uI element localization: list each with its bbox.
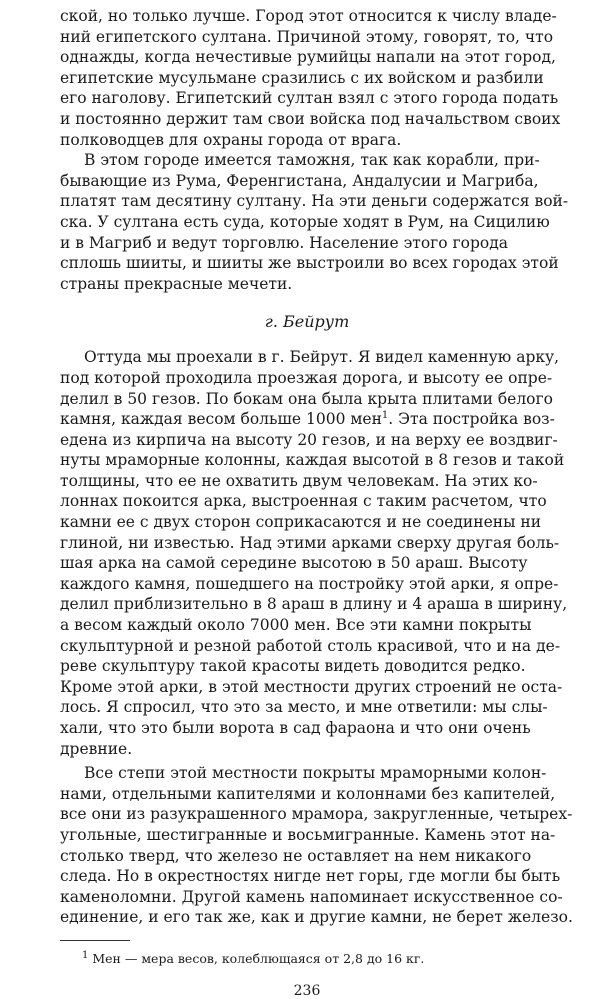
section-heading: г. Бейрут bbox=[264, 312, 350, 332]
text-line: а весом каждый около 7000 мен. Все эти камни покрыты bbox=[60, 616, 532, 635]
text-line: толщины, что ее не охватить двум человекам. На этих ко- bbox=[60, 471, 538, 490]
paragraph bbox=[60, 150, 569, 294]
page-number: 236 bbox=[293, 982, 321, 999]
text-line: В этом городе имеется таможня, так как корабли, при- bbox=[84, 151, 540, 170]
text-line: лоннах покоится арка, выстроенная с таким расчетом, что bbox=[60, 492, 547, 511]
text-line: столько тверд, что железо не оставляет на нем никакого bbox=[60, 846, 532, 865]
text-fragment: камня, каждая весом больше 1000 мен bbox=[60, 410, 382, 429]
text-line: каменоломни. Другой камень напоминает искусственное со- bbox=[60, 887, 563, 906]
text-line: и в Магриб и ведут торговлю. Население этого города bbox=[60, 233, 509, 252]
footnote-divider bbox=[60, 940, 130, 941]
footnote-reference[interactable]: 1 bbox=[381, 409, 389, 421]
text-line: угольные, шестигранные и восьмигранные. Камень этот на- bbox=[60, 825, 556, 844]
text-line: однажды, когда нечестивые румийцы напали на этот город, bbox=[60, 48, 556, 67]
text-line: следа. Но в окрестностях нигде нет горы, где могли бы быть bbox=[60, 867, 561, 886]
text-line: едена из кирпича на высоту 20 гезов, и на верху ее воздвиг- bbox=[60, 430, 558, 449]
text-line: платят там десятину султану. На эти деньги содержатся вой- bbox=[60, 192, 569, 211]
paragraph bbox=[60, 6, 561, 150]
text-line: хали, что это были ворота в сад фараона и что они очень bbox=[60, 719, 531, 737]
footnote-text: Мен — мера весов, колеблющаяся от 2,8 до 16 кг. bbox=[92, 950, 425, 966]
text-line: шая арка на самой середине высотою в 50 араш. Высоту bbox=[60, 554, 528, 573]
text-line: глиной, ни известью. Над этими арками сверху другая боль- bbox=[60, 533, 560, 552]
text-line: делил в 50 гезов. По бокам она была крыта плитами белого bbox=[60, 389, 553, 408]
paragraph bbox=[60, 347, 568, 759]
footnote bbox=[60, 951, 554, 967]
text-line: каждого камня, пошедшего на постройку этой арки, я опре- bbox=[60, 574, 559, 593]
text-line: египетские мусульмане сразились с их войском и разбили bbox=[60, 68, 544, 87]
text-line: единение, и его так же, как и другие камни, не берет железо. bbox=[60, 908, 573, 927]
text-line: и постоянно держит там свои войска под начальством своих bbox=[60, 109, 561, 128]
text-line: страны прекрасные мечети. bbox=[60, 274, 293, 293]
text-line: ний египетского султана. Причиной этому, говорят, то, что bbox=[60, 27, 554, 46]
text-line: сплошь шииты, и шииты же выстроили во всех городах этой bbox=[60, 254, 559, 273]
text-line: под которой проходила проезжая дорога, и высоту ее опре- bbox=[60, 368, 553, 387]
text-line: Оттуда мы проехали в г. Бейрут. Я видел каменную арку, bbox=[84, 348, 560, 367]
text-line: древние. bbox=[60, 739, 133, 758]
text-line: все они из разукрашенного мрамора, закругленные, четырех- bbox=[60, 805, 573, 824]
text-line: ска. У султана есть суда, которые ходят в Рум, на Сицилию bbox=[60, 212, 550, 231]
text-line: нами, отдельными капителями и колоннами без капителей, bbox=[60, 784, 556, 803]
text-line-with-footnote bbox=[60, 409, 554, 430]
text-line: делил приблизительно в 8 араш в длину и 4 араша в ширину, bbox=[60, 595, 568, 614]
text-line: Кроме этой арки, в этой местности других строений не оста- bbox=[60, 677, 563, 696]
text-fragment: . Эта постройка воз- bbox=[388, 410, 555, 429]
text-line: бывающие из Рума, Ференгистана, Андалусии и Магриба, bbox=[60, 171, 539, 190]
footnote-mark: 1 bbox=[82, 949, 89, 961]
text-line: камни ее с двух сторон соприкасаются и не соединены ни bbox=[60, 513, 542, 532]
text-line: Все степи этой местности покрыты мраморными колон- bbox=[84, 764, 547, 783]
text-line: полководцев для охраны города от врага. bbox=[60, 130, 402, 149]
text-line: его наголову. Египетский султан взял с этого города подать bbox=[60, 89, 559, 108]
text-line: реве скульптуру такой красоты видеть доводится редко. bbox=[60, 657, 526, 676]
text-line: нуты мраморные колонны, каждая высотой в 8 гезов и такой bbox=[60, 451, 565, 470]
text-line: лось. Я спросил, что это за место, и мне ответили: мы слы- bbox=[60, 698, 548, 717]
paragraph bbox=[60, 763, 573, 928]
text-line: скульптурной и резной работой столь красивой, что и на де- bbox=[60, 636, 561, 655]
text-line: ской, но только лучше. Город этот относится к числу владе- bbox=[60, 7, 557, 25]
